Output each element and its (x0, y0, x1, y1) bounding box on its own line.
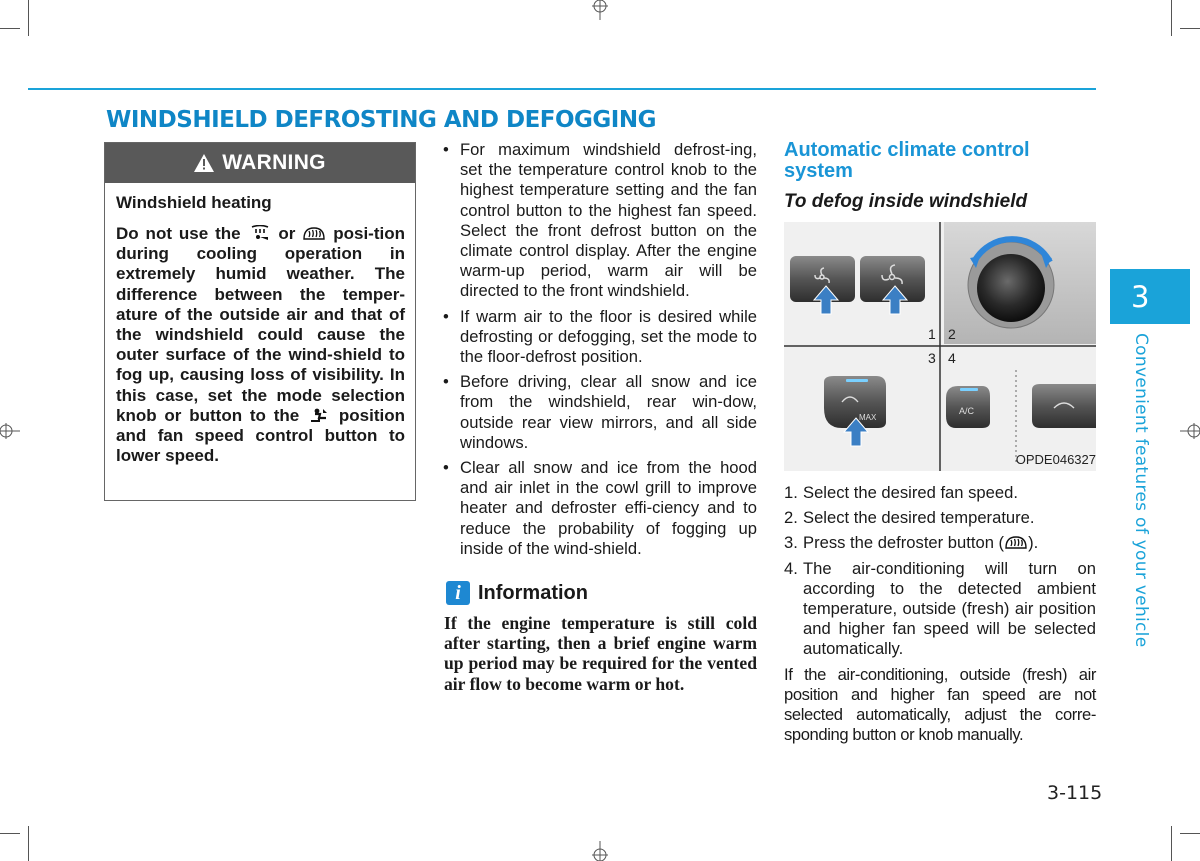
information-icon: i (446, 581, 470, 605)
chapter-tab (1110, 269, 1190, 324)
warning-subtitle: Windshield heating (116, 193, 272, 212)
warning-header (105, 143, 415, 183)
information-title: Information (478, 581, 588, 604)
floor-defrost-mode-icon (248, 225, 272, 241)
step-item: 3. Press the defroster button ( ). (784, 533, 1039, 553)
figure-label-4: 4 (948, 350, 956, 366)
automatic-climate-title: Automatic climate control system (784, 139, 1030, 182)
front-defrost-icon (302, 225, 326, 241)
warning-text-d: position and fan speed control button to lower speed. (116, 405, 405, 466)
warning-text-b: or (278, 224, 296, 243)
recirculation-button (1032, 384, 1096, 428)
registration-mark (589, 839, 611, 861)
bullet-item: • If warm air to the floor is desired while defrosting or defogging, set the mode to the floor-defrost position. (441, 307, 757, 368)
warning-text-a: Do not use the (116, 224, 241, 243)
max-label: MAX (859, 413, 877, 422)
crop-mark (0, 833, 20, 834)
section-title: WINDSHIELD DEFROSTING AND DEFOGGING (106, 107, 656, 133)
bullet-item: • Before driving, clear all snow and ice from the windshield, rear win-dow, outside rear view mirrors, and all side windows. (441, 372, 757, 453)
warning-label: WARNING (222, 151, 326, 174)
registration-mark (1178, 420, 1200, 442)
right-column (784, 140, 1096, 745)
note-paragraph: If the air-conditioning, outside (fresh) air position and higher fan speed are not selected automatically, adjust the corre-sponding button or knob manually. (784, 664, 1096, 745)
step-item: 4. The air-conditioning will turn on according to the detected ambient temperature, outside (fresh) air position and higher fan speed will be selected automatically. (784, 558, 1096, 659)
figure-caption: OPDE046327 (1015, 452, 1096, 467)
figure-label-3: 3 (928, 350, 936, 366)
page-number: 3-115 (1047, 782, 1103, 804)
floor-mode-icon (307, 407, 331, 423)
steps-list (784, 483, 1096, 660)
climate-control-figure (784, 222, 1096, 471)
chapter-number: 3 (1131, 280, 1150, 314)
middle-column (441, 140, 757, 694)
temperature-knob (977, 254, 1045, 322)
registration-mark (0, 420, 22, 442)
ac-label: A/C (959, 406, 975, 416)
figure-label-2: 2 (948, 326, 956, 342)
information-text: If the engine temperature is still cold after starting, then a brief engine warm up period may be required for the vented air flow to become warm or hot. (444, 613, 757, 694)
crop-mark (0, 28, 20, 29)
warning-triangle-icon (194, 154, 214, 172)
crop-mark (1171, 0, 1172, 36)
crop-mark (28, 0, 29, 36)
warning-text-c: posi-tion during cooling operation in extremely humid weather. The difference between the temper-ature of the outside air and that of the windshield could cause the outer surface of the wind-shield to fog up, causing loss of visibility. In this case, set the mode selection knob or button to the (116, 224, 405, 425)
bullet-item: • Clear all snow and ice from the hood and air inlet in the cowl grill to improve heater and defroster effi-ciency and to reduce the probability of fogging up inside of the wind-shield. (441, 458, 757, 559)
climate-control-illustration (784, 222, 1096, 471)
crop-mark (28, 826, 29, 861)
header-rule (28, 88, 1096, 90)
warning-text (116, 224, 405, 466)
crop-mark (1180, 833, 1200, 834)
step-item: 2. Select the desired temperature. (784, 508, 1035, 528)
bullet-item: • For maximum windshield defrost-ing, set the temperature control knob to the highest temperature setting and the fan control button to the highest fan speed. Select the front defrost button on the climate control display. After the engine warm-up period, warm air will be directed to the front windshield. (441, 140, 757, 302)
figure-label-1: 1 (928, 326, 936, 342)
crop-mark (1180, 28, 1200, 29)
step-item: 1. Select the desired fan speed. (784, 483, 1018, 502)
warning-box (104, 142, 416, 501)
chapter-label: Convenient features of your vehicle (1131, 333, 1151, 648)
front-defrost-icon (1004, 534, 1028, 550)
registration-mark (589, 0, 611, 22)
information-header (446, 581, 757, 605)
defog-subtitle: To defog inside windshield (784, 191, 1028, 212)
crop-mark (1171, 826, 1172, 861)
